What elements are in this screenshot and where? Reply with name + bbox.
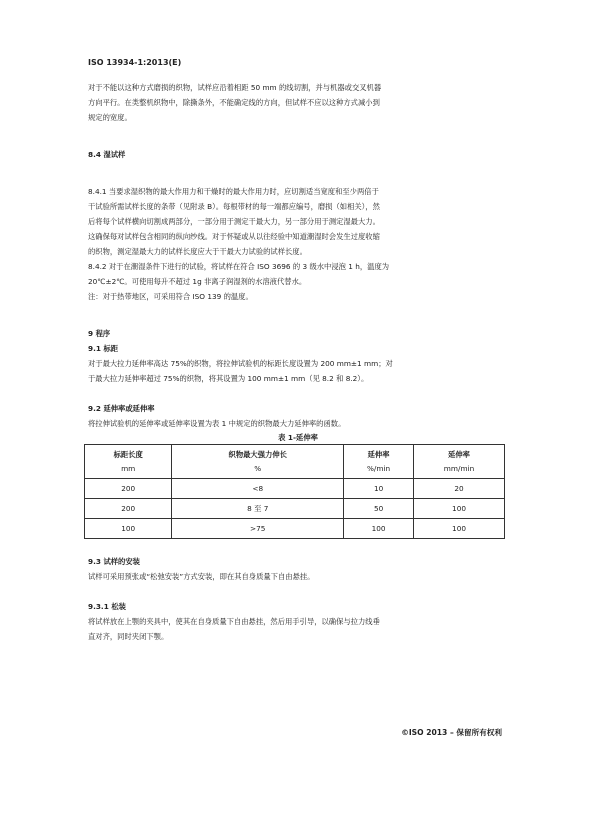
table-row: [85, 499, 505, 519]
para-8-4-2-line: 20℃±2℃。可使用每升不超过 1g 非离子润湿剂的水溶液代替水。: [88, 277, 307, 286]
para-9-1-line: 对于最大拉力延伸率高达 75%的织物，将拉伸试验机的标距长度设置为 200 mm±1 mm；对: [88, 359, 393, 368]
note: 注：对于热带地区，可采用符合 ISO 139 的温度。: [88, 292, 253, 301]
table-cell: 8 至 7: [172, 499, 344, 519]
header-unit: %/min: [367, 464, 391, 473]
table-cell: 100: [344, 519, 414, 539]
intro-line: 方向平行。在类整机织物中，除撕条外，不能确定线的方向，但试样不应以这种方式减小到: [88, 98, 380, 107]
header-unit: mm/min: [443, 464, 475, 473]
para-9-3-1-line: 将试样放在上颚的夹具中，使其在自身质量下自由悬挂，然后用手引导，以确保与拉力线垂: [88, 617, 380, 626]
para-9-3-1-line: 直对齐，同时夹闭下颚。: [88, 632, 169, 641]
table-cell: 100: [414, 519, 505, 539]
header-unit: mm: [121, 464, 136, 473]
para-8-4-1-line: 这确保每对试样包含相同的纵向纱线。对于怀疑或从以往经验中知道潮湿时会发生过度收缩: [88, 232, 380, 241]
section-9-2-heading: 9.2 延伸率或延伸率: [88, 404, 155, 413]
intro-line: 规定的宽度。: [88, 113, 132, 122]
para-8-4-1-line: 8.4.1 当要求湿织物的最大作用力和干燥时的最大作用力时，应切割适当宽度和至少两倍于: [88, 187, 379, 196]
table-cell: 20: [414, 479, 505, 499]
table-cell: 100: [414, 499, 505, 519]
table-cell: <8: [172, 479, 344, 499]
table-header-row: [85, 445, 505, 479]
table-cell: 10: [344, 479, 414, 499]
section-9-heading: 9 程序: [88, 329, 111, 338]
para-8-4-2-line: 8.4.2 对于在潮湿条件下进行的试验，将试样在符合 ISO 3696 的 3 级水中浸泡 1 h，温度为: [88, 262, 390, 271]
header-cell: [414, 445, 505, 479]
section-9-3-1-heading: 9.3.1 松装: [88, 602, 126, 611]
table-cell: 50: [344, 499, 414, 519]
document-header: ISO 13934-1:2013(E): [88, 58, 182, 67]
table-row: [85, 519, 505, 539]
para-9-2: 将拉伸试验机的延伸率或延伸率设置为表 1 中规定的织物最大力延伸率的函数。: [88, 419, 346, 428]
header-label: 延伸率: [367, 450, 390, 459]
document-body: [88, 80, 508, 644]
table-cell: 200: [85, 499, 172, 519]
table-cell: 200: [85, 479, 172, 499]
section-9-3-heading: 9.3 试样的安装: [88, 557, 140, 566]
table-cell: >75: [172, 519, 344, 539]
table-cell: 100: [85, 519, 172, 539]
para-8-4-1-line: 后将每个试样横向切割成两部分，一部分用于测定干最大力，另一部分用于测定湿最大力。: [88, 217, 380, 226]
intro-line: 对于不能以这种方式磨损的织物，试样应沿着相距 50 mm 的线切割，并与机器或交叉机器: [88, 83, 382, 92]
header-label: 标距长度: [113, 450, 143, 459]
section-8-4-heading: 8.4 湿试样: [88, 150, 126, 159]
section-9-1-heading: 9.1 标距: [88, 344, 119, 353]
header-label: 织物最大强力伸长: [228, 450, 287, 459]
para-8-4-1-line: 干试验所需试样长度的条带（见附录 B）。每根带材的每一端都应编号，磨损（如相关），然: [88, 202, 380, 211]
copyright-footer: ©ISO 2013 – 保留所有权利: [401, 728, 502, 737]
table-row: [85, 479, 505, 499]
elongation-table: [84, 444, 505, 539]
header-cell: [344, 445, 414, 479]
para-9-1-line: 于最大拉力延伸率超过 75%的织物，将其设置为 100 mm±1 mm（见 8.2 和 8.2）。: [88, 374, 369, 383]
header-unit: %: [254, 464, 262, 473]
para-8-4-1-line: 的织物，测定湿最大力的试样长度应大于干最大力试验的试样长度。: [88, 247, 307, 256]
para-9-3: 试样可采用预张或“松弛安装”方式安装，即在其自身质量下自由悬挂。: [88, 572, 315, 581]
header-cell: [85, 445, 172, 479]
header-cell: [172, 445, 344, 479]
table-caption: 表 1-延伸率: [278, 433, 318, 442]
header-label: 延伸率: [448, 450, 470, 459]
